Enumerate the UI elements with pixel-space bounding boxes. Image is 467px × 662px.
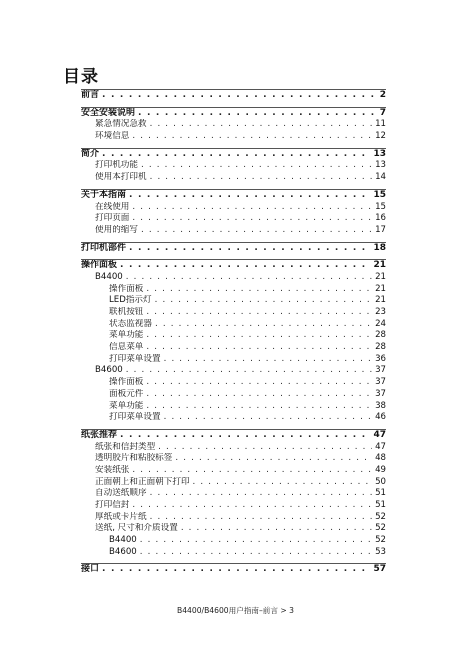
page-footer: B4400/B4600用户指南–前言 > 3 — [177, 606, 295, 615]
dot-leader — [181, 523, 372, 535]
toc-subentry[interactable] — [81, 131, 386, 143]
toc-page-number: 51 — [375, 488, 386, 499]
toc-entry-label: 在线使用 — [95, 201, 130, 212]
dot-leader — [164, 412, 372, 424]
toc-entry-label: 接口 — [81, 564, 100, 575]
toc-page-number: 21 — [375, 295, 386, 306]
table-of-contents — [81, 89, 386, 581]
toc-section-entry[interactable] — [81, 108, 386, 120]
toc-page-number: 21 — [373, 260, 386, 271]
toc-entry-label: 打印机功能 — [95, 160, 138, 171]
toc-entry-label: 操作面板 — [109, 283, 144, 294]
toc-subentry[interactable] — [81, 202, 386, 214]
toc-section-entry[interactable] — [81, 190, 386, 202]
toc-subentry[interactable] — [81, 389, 386, 401]
toc-entry-label: 纸张和信封类型 — [95, 441, 156, 452]
dot-leader — [132, 202, 372, 214]
toc-page-number: 18 — [373, 242, 386, 253]
toc-page-number: 46 — [375, 412, 386, 423]
toc-page-number: 13 — [373, 148, 386, 159]
toc-page-number: 28 — [375, 342, 386, 353]
toc-page-number: 53 — [375, 546, 386, 557]
dot-leader — [146, 401, 372, 413]
toc-subentry[interactable] — [81, 119, 386, 131]
toc-page-number: 16 — [375, 213, 386, 224]
toc-subentry[interactable] — [81, 377, 386, 389]
dot-leader — [155, 319, 372, 331]
dot-leader — [120, 430, 370, 442]
toc-entry-label: 透明胶片和粘胶标签 — [95, 453, 173, 464]
dot-leader — [140, 547, 372, 559]
toc-entry-label: 使用本打印机 — [95, 172, 147, 183]
toc-page-number: 23 — [375, 307, 386, 317]
toc-entry-label: 打印页面 — [95, 213, 130, 224]
toc-page-number: 52 — [375, 523, 386, 534]
toc-page-number: 37 — [375, 377, 386, 388]
dot-leader — [146, 284, 372, 296]
toc-page-number: 12 — [375, 131, 386, 142]
toc-entry-label: 自动送纸顺序 — [95, 488, 147, 499]
dot-leader — [132, 131, 372, 143]
toc-subentry[interactable] — [81, 365, 386, 377]
toc-subentry[interactable] — [81, 172, 386, 184]
dot-leader — [164, 354, 372, 366]
toc-entry-label: B4400 — [109, 535, 137, 546]
section-spacer — [81, 576, 386, 581]
toc-entry-label: 简介 — [81, 148, 100, 159]
toc-page-number: 37 — [375, 365, 386, 376]
toc-section-entry[interactable] — [81, 149, 386, 161]
toc-section-entry[interactable] — [81, 430, 386, 442]
toc-page-number: 50 — [375, 476, 386, 487]
toc-subentry[interactable] — [81, 488, 386, 500]
toc-page-number: 21 — [375, 271, 386, 282]
toc-entry-label: 状态监视器 — [109, 318, 152, 329]
toc-subentry[interactable] — [81, 535, 386, 547]
dot-leader — [102, 90, 377, 102]
toc-page-number: 13 — [375, 160, 386, 171]
page-title: 目录 — [63, 67, 99, 87]
toc-subentry[interactable] — [81, 213, 386, 225]
dot-leader — [150, 512, 372, 524]
toc-page-number: 38 — [375, 400, 386, 411]
toc-page-number: 48 — [375, 453, 386, 464]
dot-leader — [140, 535, 372, 547]
dot-leader — [129, 243, 370, 255]
dot-leader — [146, 330, 372, 342]
toc-page-number: 47 — [373, 429, 386, 440]
toc-subentry[interactable] — [81, 330, 386, 342]
dot-leader — [132, 213, 372, 225]
dot-leader — [126, 272, 372, 284]
dot-leader — [155, 295, 372, 307]
toc-entry-label: 安装纸张 — [95, 464, 130, 475]
toc-entry-label: 操作面板 — [81, 260, 118, 271]
toc-page-number: 15 — [373, 189, 386, 200]
toc-subentry[interactable] — [81, 547, 386, 559]
toc-entry-label: 面板元件 — [109, 388, 144, 399]
toc-subentry[interactable] — [81, 272, 386, 284]
toc-page-number: 7 — [379, 107, 386, 118]
dot-leader — [158, 442, 372, 454]
toc-page-number: 15 — [375, 201, 386, 212]
toc-page-number: 37 — [375, 388, 386, 399]
toc-entry-label: 菜单功能 — [109, 330, 144, 341]
toc-page-number: 36 — [375, 353, 386, 364]
toc-page-number: 14 — [375, 172, 386, 183]
toc-entry-label: 紧急情况急救 — [95, 119, 147, 130]
dot-leader — [146, 377, 372, 389]
dot-leader — [146, 389, 372, 401]
dot-leader — [132, 465, 372, 477]
toc-page-number: 21 — [375, 283, 386, 294]
dot-leader — [120, 260, 370, 272]
dot-leader — [141, 225, 372, 237]
toc-entry-label: B4600 — [95, 365, 123, 376]
toc-entry-label: 安全安装说明 — [81, 107, 136, 118]
toc-entry-label: 信息菜单 — [109, 342, 144, 353]
dot-leader — [150, 119, 372, 131]
toc-page-number: 57 — [373, 564, 386, 575]
dot-leader — [150, 172, 372, 184]
toc-page-number: 28 — [375, 330, 386, 341]
dot-leader — [132, 500, 372, 512]
toc-entry-label: 厚纸或卡片纸 — [95, 511, 147, 522]
toc-subentry[interactable] — [81, 342, 386, 354]
toc-entry-label: B4400 — [95, 271, 123, 282]
toc-subentry[interactable] — [81, 319, 386, 331]
toc-subentry[interactable] — [81, 160, 386, 172]
dot-leader — [146, 307, 372, 319]
toc-entry-label: 打印机部件 — [81, 242, 127, 253]
toc-page-number: 2 — [379, 90, 386, 100]
toc-subentry[interactable] — [81, 442, 386, 454]
toc-subentry[interactable] — [81, 453, 386, 465]
dot-leader — [141, 160, 372, 172]
toc-entry-label: LED指示灯 — [109, 295, 152, 306]
toc-subentry[interactable] — [81, 307, 386, 319]
toc-page-number: 52 — [375, 511, 386, 522]
toc-page-number: 17 — [375, 224, 386, 235]
toc-entry-label: 打印菜单设置 — [109, 412, 161, 423]
toc-section-entry[interactable] — [81, 564, 386, 576]
toc-entry-label: 使用的缩写 — [95, 224, 138, 235]
toc-section-entry[interactable] — [81, 243, 386, 255]
toc-subentry[interactable] — [81, 225, 386, 237]
toc-entry-label: 打印菜单设置 — [109, 353, 161, 364]
toc-entry-label: 菜单功能 — [109, 400, 144, 411]
toc-page-number: 51 — [375, 500, 386, 510]
dot-leader — [150, 488, 372, 500]
dot-leader — [146, 342, 372, 354]
toc-page-number: 24 — [375, 318, 386, 329]
toc-subentry[interactable] — [81, 354, 386, 366]
toc-section-entry[interactable] — [81, 260, 386, 272]
toc-subentry[interactable] — [81, 465, 386, 477]
dot-leader — [138, 108, 377, 120]
toc-subentry[interactable] — [81, 500, 386, 512]
dot-leader — [129, 190, 370, 202]
toc-subentry[interactable] — [81, 512, 386, 524]
toc-subentry[interactable] — [81, 477, 386, 489]
toc-subentry[interactable] — [81, 523, 386, 535]
toc-entry-label: 前言 — [81, 90, 100, 100]
toc-entry-label: B4600 — [109, 546, 137, 557]
toc-entry-label: 纸张推荐 — [81, 429, 118, 440]
toc-entry-label: 关于本指南 — [81, 189, 127, 200]
dot-leader — [102, 564, 370, 576]
toc-page-number: 47 — [375, 441, 386, 452]
toc-section-entry[interactable] — [81, 90, 386, 102]
dot-leader — [126, 365, 372, 377]
dot-leader — [193, 477, 373, 489]
toc-entry-label: 正面朝上和正面朝下打印 — [95, 476, 190, 487]
toc-entry-label: 送纸, 尺寸和介质设置 — [95, 523, 178, 534]
toc-subentry[interactable] — [81, 295, 386, 307]
toc-page-number: 11 — [375, 119, 386, 130]
toc-entry-label: 操作面板 — [109, 377, 144, 388]
dot-leader — [102, 149, 370, 161]
toc-page-number: 49 — [375, 464, 386, 475]
toc-subentry[interactable] — [81, 401, 386, 413]
dot-leader — [175, 453, 372, 465]
toc-entry-label: 联机按钮 — [109, 307, 144, 317]
toc-page-number: 52 — [375, 535, 386, 546]
toc-entry-label: 环境信息 — [95, 131, 130, 142]
toc-entry-label: 打印信封 — [95, 500, 130, 510]
toc-subentry[interactable] — [81, 412, 386, 424]
toc-subentry[interactable] — [81, 284, 386, 296]
